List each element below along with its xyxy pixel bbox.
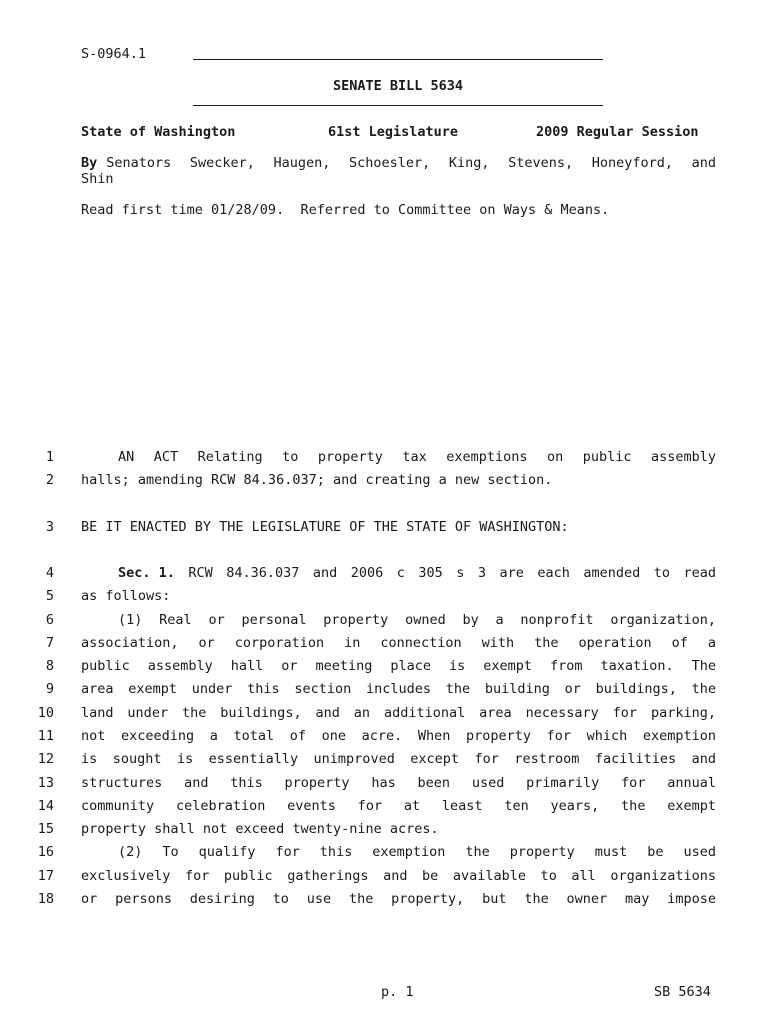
- line-number: 5: [45, 588, 54, 604]
- sponsors-text-1: Senators Swecker, Haugen, Schoesler, King, Stevens, Honeyford, and: [106, 155, 716, 171]
- body-line: halls; amending RCW 84.36.037; and creating a new section.: [81, 472, 553, 488]
- body-line: is sought is essentially unimproved except for restroom facilities and: [81, 751, 716, 767]
- body-line: RCW 84.36.037 and 2006 c 305 s 3 are each amended to read: [174, 565, 716, 581]
- enacting-clause: BE IT ENACTED BY THE LEGISLATURE OF THE STATE OF WASHINGTON:: [81, 519, 569, 535]
- line-number: 4: [45, 565, 54, 581]
- line-number: 14: [37, 798, 54, 814]
- body-line: area exempt under this section includes the building or buildings, the: [81, 681, 716, 697]
- bill-title: SENATE BILL 5634: [332, 78, 464, 94]
- legislature-name: 61st Legislature: [328, 124, 459, 140]
- section-label: Sec. 1.: [118, 565, 175, 581]
- body-line: community celebration events for at least ten years, the exempt: [81, 798, 716, 814]
- body-line: structures and this property has been used primarily for annual: [81, 775, 716, 791]
- line-number: 6: [45, 612, 54, 628]
- line-number: 12: [37, 751, 54, 767]
- header-rule-bottom: [193, 105, 603, 106]
- body-line: AN ACT Relating to property tax exemptions on public assembly: [118, 449, 716, 465]
- body-line: public assembly hall or meeting place is exempt from taxation. The: [81, 658, 716, 674]
- read-first-time: Read first time 01/28/09. Referred to Committee on Ways & Means.: [81, 202, 610, 218]
- line-number: 7: [45, 635, 54, 651]
- body-line: property shall not exceed twenty-nine acres.: [81, 821, 439, 837]
- line-number: 8: [45, 658, 54, 674]
- body-line: as follows:: [81, 588, 171, 604]
- sponsors-line-1: [81, 155, 716, 171]
- line-number: 17: [37, 868, 54, 884]
- body-line: association, or corporation in connection with the operation of a: [81, 635, 716, 651]
- body-line: (1) Real or personal property owned by a nonprofit organization,: [118, 612, 716, 628]
- line-number: 16: [37, 844, 54, 860]
- body-line: exclusively for public gatherings and be available to all organizations: [81, 868, 716, 884]
- line-number: 18: [37, 891, 54, 907]
- line-number: 1: [45, 449, 54, 465]
- line-number: 9: [45, 681, 54, 697]
- body-line: or persons desiring to use the property, but the owner may impose: [81, 891, 716, 907]
- document-id: S-0964.1: [81, 46, 147, 62]
- body-line: land under the buildings, and an additional area necessary for parking,: [81, 705, 716, 721]
- line-number: 15: [37, 821, 54, 837]
- section-heading-line: [81, 565, 716, 581]
- line-number: 10: [37, 705, 54, 721]
- line-number: 3: [45, 519, 54, 535]
- sponsor-label: By: [81, 155, 98, 171]
- bill-reference: SB 5634: [654, 984, 711, 1000]
- line-number: 13: [37, 775, 54, 791]
- line-number: 11: [37, 728, 54, 744]
- state-name: State of Washington: [81, 124, 236, 140]
- body-line: not exceeding a total of one acre. When property for which exemption: [81, 728, 716, 744]
- session-name: 2009 Regular Session: [536, 124, 699, 140]
- sponsors-line-2: Shin: [81, 171, 114, 187]
- header-rule-top: [193, 59, 603, 60]
- page-number: p. 1: [381, 984, 414, 1000]
- line-number: 2: [45, 472, 54, 488]
- body-line: (2) To qualify for this exemption the property must be used: [118, 844, 716, 860]
